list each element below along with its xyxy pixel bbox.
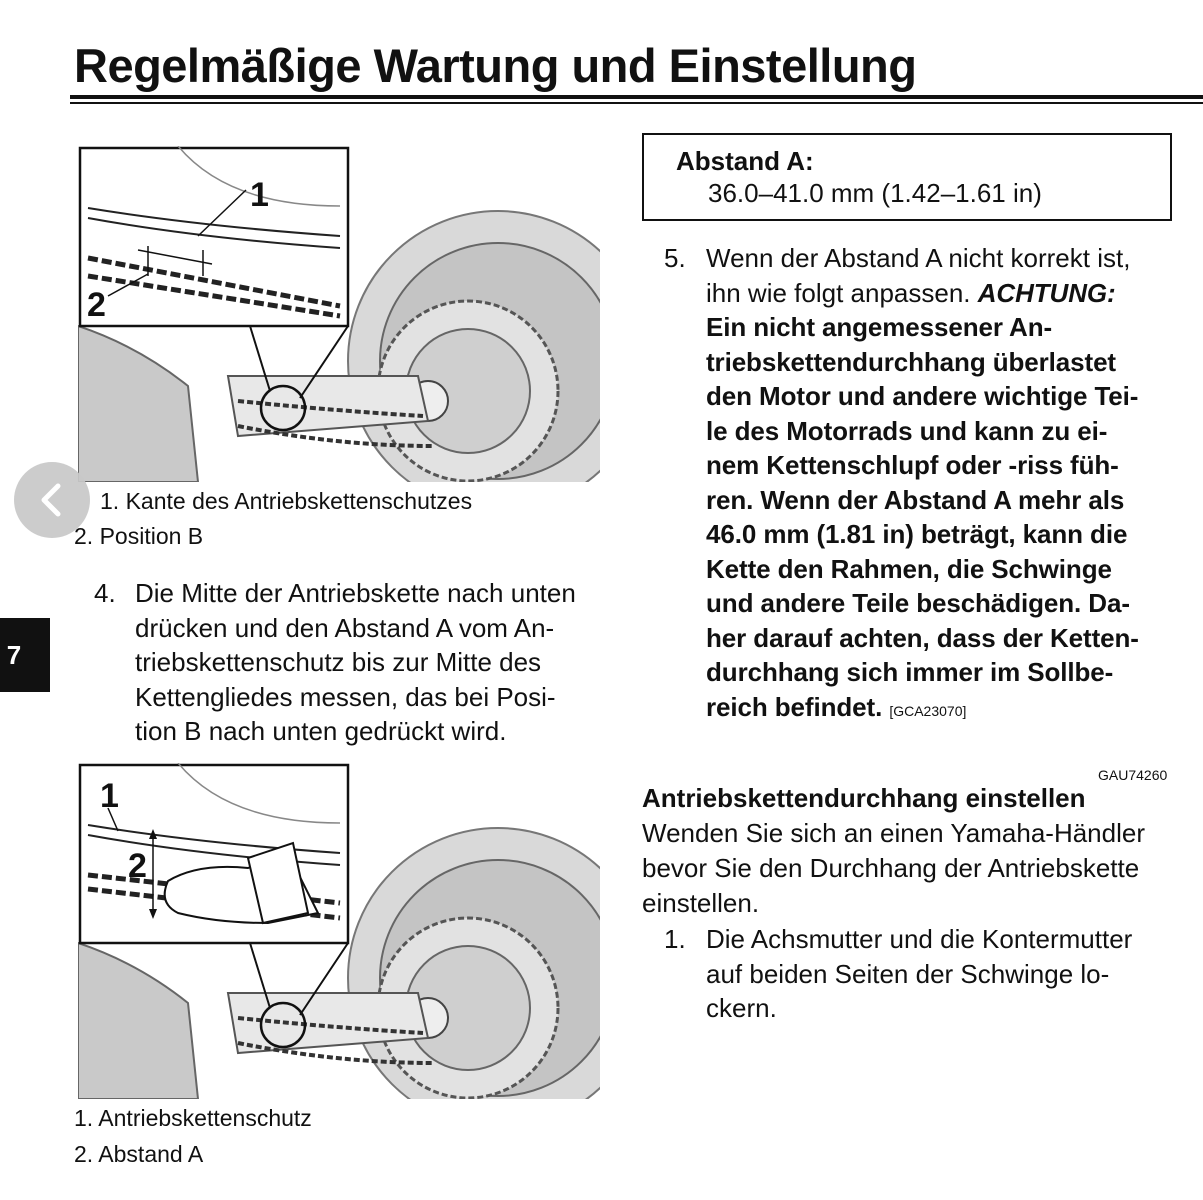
section-body-line: Wenden Sie sich an einen Yamaha-Händler: [642, 818, 1145, 848]
step-text-line: Die Mitte der Antriebskette nach unten: [135, 578, 576, 608]
figure1-caption-1: 1. Kante des Antriebskettenschutzes: [100, 488, 473, 514]
figure2-caption-2: 2. Abstand A: [74, 1141, 204, 1167]
step-text-line: tion B nach unten gedrückt wird.: [135, 716, 507, 746]
step-5: [664, 241, 1174, 728]
chevron-left-icon: [32, 480, 72, 520]
step-number: 5.: [664, 243, 686, 273]
step-text: [135, 576, 614, 749]
step-text-line: ihn wie folgt anpassen.: [706, 277, 971, 308]
caution-code: [GCA23070]: [889, 702, 967, 719]
figure1-caption-2: 2. Position B: [74, 523, 204, 549]
spec-box: [642, 133, 1172, 221]
step-text: [706, 241, 1174, 728]
step-number: 1.: [664, 924, 686, 954]
step-text-line: Wenn der Abstand A nicht korrekt ist,: [706, 243, 1131, 273]
section-body-line: bevor Sie den Durchhang der Antriebskette: [642, 853, 1140, 883]
section-body: [642, 816, 1182, 921]
caution-label: ACHTUNG:: [977, 277, 1116, 308]
step-text-line: triebskettenschutz bis zur Mitte des: [135, 647, 542, 677]
motorcycle-rear-illustration: [78, 146, 600, 482]
step-text-line: ckern.: [706, 993, 777, 1023]
section-heading: Antriebskettendurchhang einstellen: [642, 783, 1086, 813]
title-rule: [70, 95, 1203, 99]
figure1-callout-2: 2: [87, 286, 106, 324]
step-text-line: drücken und den Abstand A vom An-: [135, 612, 555, 643]
step-text-line: Kettengliedes messen, das bei Posi-: [135, 681, 556, 712]
figure2-callout-1: 1: [100, 777, 119, 815]
spec-value: 36.0–41.0 mm (1.42–1.61 in): [708, 178, 1042, 208]
step-number: 4.: [94, 578, 116, 608]
step-1: [664, 922, 1174, 1026]
motorcycle-rear-illustration: [78, 763, 600, 1099]
title-rule-thin: [70, 102, 1203, 104]
section-ref-code: GAU74260: [1098, 767, 1168, 783]
step-4: [94, 576, 614, 749]
chapter-tab: 7: [0, 618, 50, 692]
step-text-line: Die Achsmutter und die Kontermutter: [706, 924, 1133, 954]
figure1-callout-1: 1: [250, 176, 269, 214]
spec-label: Abstand A:: [676, 146, 814, 176]
figure-chain-guard-position: [78, 146, 600, 482]
page-title: Regelmäßige Wartung und Einstellung: [74, 39, 917, 92]
caution-text: Ein nicht angemessener An- triebskettendurchhang überlastet den Motor und andere wichtige Tei- le des Motorrads und kann zu ei- nem Kettenschlupf oder -riss füh- ren. Wenn der Abstand A mehr als 46.0 mm (1.81 in) beträgt, kann die Kette den Rahmen, die Schwinge und andere Teile beschädigen. Da- her darauf achten, dass der Ketten- durchhang sich immer im Sollbe- reich befindet.: [706, 312, 1139, 722]
figure-distance-a: [78, 763, 600, 1099]
step-text: [706, 922, 1174, 1026]
section-body-line: einstellen.: [642, 888, 760, 918]
step-text-line: auf beiden Seiten der Schwinge lo-: [706, 958, 1110, 989]
figure2-caption-1: 1. Antriebskettenschutz: [74, 1105, 312, 1131]
figure2-callout-2: 2: [128, 847, 147, 885]
